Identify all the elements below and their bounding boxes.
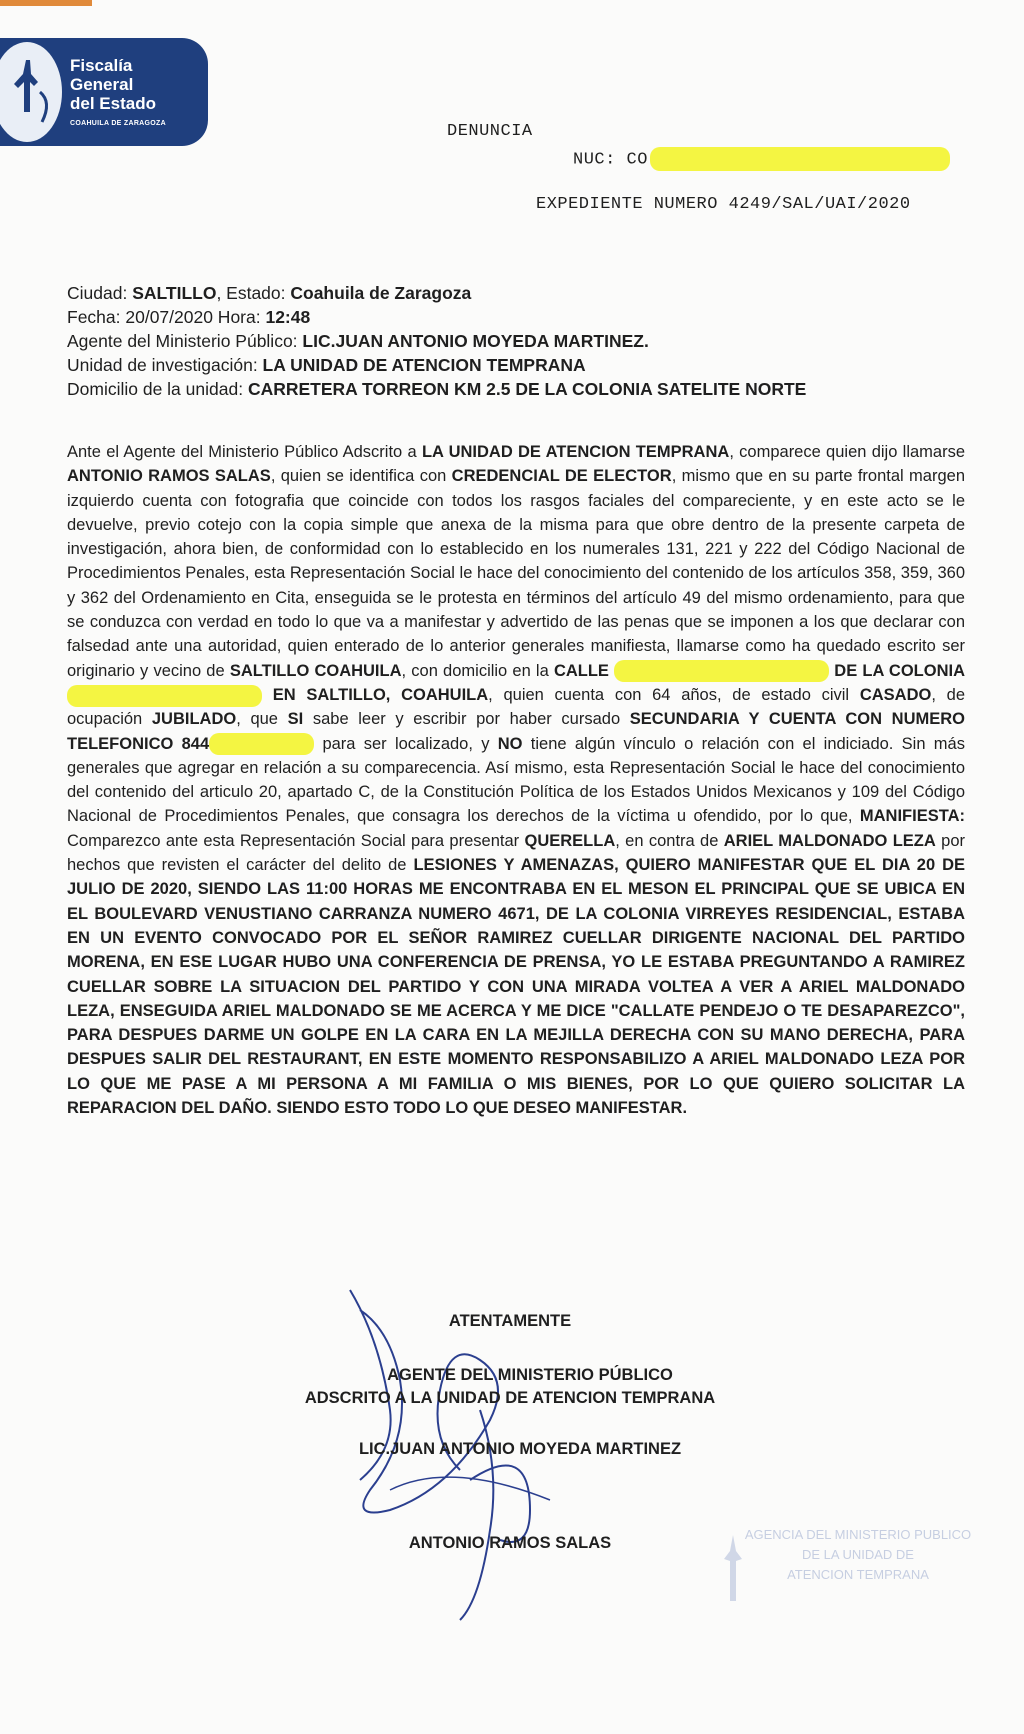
expediente-number: EXPEDIENTE NUMERO 4249/SAL/UAI/2020 [536,195,911,214]
unidad-label: Unidad de investigación: [67,355,263,375]
ciudad-value: SALTILLO [132,283,217,303]
text-run-bold: QUERELLA [524,831,616,850]
text-run-bold: DE LA COLONIA [834,661,965,680]
text-run-bold: EN SALTILLO, COAHUILA [272,685,489,704]
text-run-bold: SI [287,710,304,729]
text-run: , quien se identifica con [270,467,452,486]
nuc-label: NUC: CO [573,150,648,170]
text-run: , con domicilio en la [401,661,554,680]
agente-label: Agente del Ministerio Público: [67,331,303,351]
domicilio-value: CARRETERA TORREON KM 2.5 DE LA COLONIA SATELITE NORTE [247,379,807,399]
emblem-icon [0,42,62,142]
text-run-bold: JUBILADO [151,710,237,729]
redaction-highlight [614,660,829,682]
text-run: , comparece quien dijo llamarse [729,443,966,461]
unidad-value: LA UNIDAD DE ATENCION TEMPRANA [262,355,586,375]
text-run-bold: ARIEL MALDONADO LEZA [723,831,936,850]
top-edge-mark [0,0,92,6]
text-run-bold: LESIONES Y AMENAZAS, QUIERO MANIFESTAR QUE EL DIA 20 DE JULIO DE 2020, SIENDO LAS 11:00 HORAS ME ENCONTRABA EN EL MESON EL PRINCIPAL QUE SE UBICA EN EL BOULEVARD VENUSTIANO CARRANZA NUMERO 4671, DE LA COLONIA VIRREYES RESIDENCIAL, ESTABA EN UN EVENTO CONVOCADO POR EL SEÑOR RAMIREZ CUELLAR DIRIGENTE NACIONAL DEL PARTIDO MORENA, EN ESE LUGAR HUBO UNA CONFERENCIA DE PRENSA, YO LE ESTABA PREGUNTANDO A RAMIREZ CUELLAR SOBRE LA SITUACION DEL PARTIDO Y CON UNA MIRADA VOLTEA A VER A ARIEL MALDONADO LEZA, ENSEGUIDA ARIEL MALDONADO SE ME ACERCA Y ME DICE "CALLATE PENDEJO O TE DESAPAREZCO", PARA DESPUES DARME UN GOLPE EN LA CARA EN LA MEJILLA DERECHA CON SU MANO DERECHA, PARA DESPUES SALIR DEL RESTAURANT, EN ESTE MOMENTO RESPONSABILIZO A ARIEL MALDONADO LEZA POR LO QUE ME PASE A MI PERSONA A MI FAMILIA O MIS BIENES, POR LO QUE QUIERO SOLICITAR LA REPARACION DEL DAÑO. SIENDO ESTO TODO LO QUE DESEO MANIFESTAR. [67,856,966,1118]
declaration-text [67,440,965,1120]
text-run-bold: LA UNIDAD DE ATENCION TEMPRANA [421,443,730,461]
logo-line-2: General [70,75,134,94]
text-run-bold: CALLE [553,661,609,680]
text-run: sabe leer y escribir por haber cursado [303,710,630,729]
agente-title-line1: AGENTE DEL MINISTERIO PÚBLICO [387,1366,673,1384]
text-run-bold: CREDENCIAL DE ELECTOR [451,467,672,486]
unidad-line [67,353,967,377]
text-run-bold: SALTILLO COAHUILA [229,661,402,680]
text-run-bold: MANIFIESTA: [859,807,965,826]
agente-value: LIC.JUAN ANTONIO MOYEDA MARTINEZ. [302,331,649,351]
agente-line [67,329,967,353]
estado-label: , Estado: [216,283,291,303]
agente-title-line2: ADSCRITO A LA UNIDAD DE ATENCION TEMPRANA [304,1389,716,1407]
ciudad-label: Ciudad: [67,283,133,303]
text-run: por hechos que revisten el carácter del delito de [67,831,966,875]
agency-stamp [718,1525,998,1615]
text-run: , mismo que en su parte frontal margen izquierdo cuenta con fotografia que coincide con todos los rasgos faciales del compareciente, y en este acto se le devuelve, previo cotejo con la copia simple que anexa de la misma para que obre dentro de la presente carpeta de investigación, ahora bien, de conformidad con lo establecido en los numerales 131, 221 y 222 del Código Nacional de Procedimientos Penales, esta Representación Social le hace del conocimiento del contenido de los artículos 358, 359, 360 y 362 del Ordenamiento en Cita, enseguida se le protesta en términos del artículo 49 del mismo ordenamiento, para que se conduzca con verdad en todo lo que va a manifestar y advertido de las penas que se imponen a los que declarar con falsedad ante una autoridad, quien enterado de lo anterior generales manifiesta, llamarse como ha quedado escrito ser originario y vecino de [67,467,965,680]
domicilio-line [67,377,967,401]
stamp-line-1: AGENCIA DEL MINISTERIO PUBLICO [744,1527,972,1542]
text-run: , en contra de [615,831,724,850]
text-run: para ser localizado, y [314,734,498,753]
text-run: , quien cuenta con 64 años, de estado civil [488,685,860,704]
text-run-bold: ANTONIO RAMOS SALAS [67,467,271,486]
text-run-bold: SECUNDARIA Y CUENTA CON NUMERO TELEFONICO 844 [67,710,966,753]
document-title: DENUNCIA [447,122,533,141]
compareciente-name: ANTONIO RAMOS SALAS [408,1534,612,1552]
redaction-highlight [650,147,950,171]
text-run: tiene algún vínculo o relación con el indiciado. Sin más generales que agregar en relación a su comparecencia. Así mismo, esta Representación Social le hace del conocimiento del contenido del articulo 20, apartado C, de la Constitución Política de los Estados Unidos Mexicanos y 109 del Código Nacional de Procedimientos Penales, que consagra los derechos de la víctima u ofendido, por lo que, [67,734,965,826]
ciudad-line [67,281,967,305]
redaction-highlight [209,733,314,755]
text-run: , que [236,710,288,729]
hora-value: 12:48 [265,307,311,327]
text-run: , de ocupación [67,685,965,729]
agente-name: LIC.JUAN ANTONIO MOYEDA MARTINEZ [358,1440,682,1458]
fiscalia-logo [0,38,208,146]
fecha-line [67,305,967,329]
text-run: Comparezco ante esta Representación Social para presentar [67,831,525,850]
text-run-bold: CASADO [859,685,932,704]
text-run-bold: NO [497,734,523,753]
atentamente: ATENTAMENTE [448,1312,572,1330]
redaction-highlight [67,685,262,707]
logo-line-1: Fiscalía [70,56,133,75]
domicilio-label: Domicilio de la unidad: [67,379,248,399]
stamp-line-3: ATENCION TEMPRANA [787,1567,929,1582]
declaration-paragraph [67,440,965,1120]
nuc-line [573,147,950,171]
logo-line-3: del Estado [70,94,156,113]
text-run: Ante el Agente del Ministerio Público Adscrito a [67,443,422,461]
case-info [67,281,967,401]
stamp-emblem-icon [718,1531,748,1611]
stamp-line-2: DE LA UNIDAD DE [802,1547,914,1562]
fecha-label: Fecha: 20/07/2020 Hora: [67,307,266,327]
logo-line-4: COAHUILA DE ZARAGOZA [70,120,166,127]
estado-value: Coahuila de Zaragoza [290,283,472,303]
